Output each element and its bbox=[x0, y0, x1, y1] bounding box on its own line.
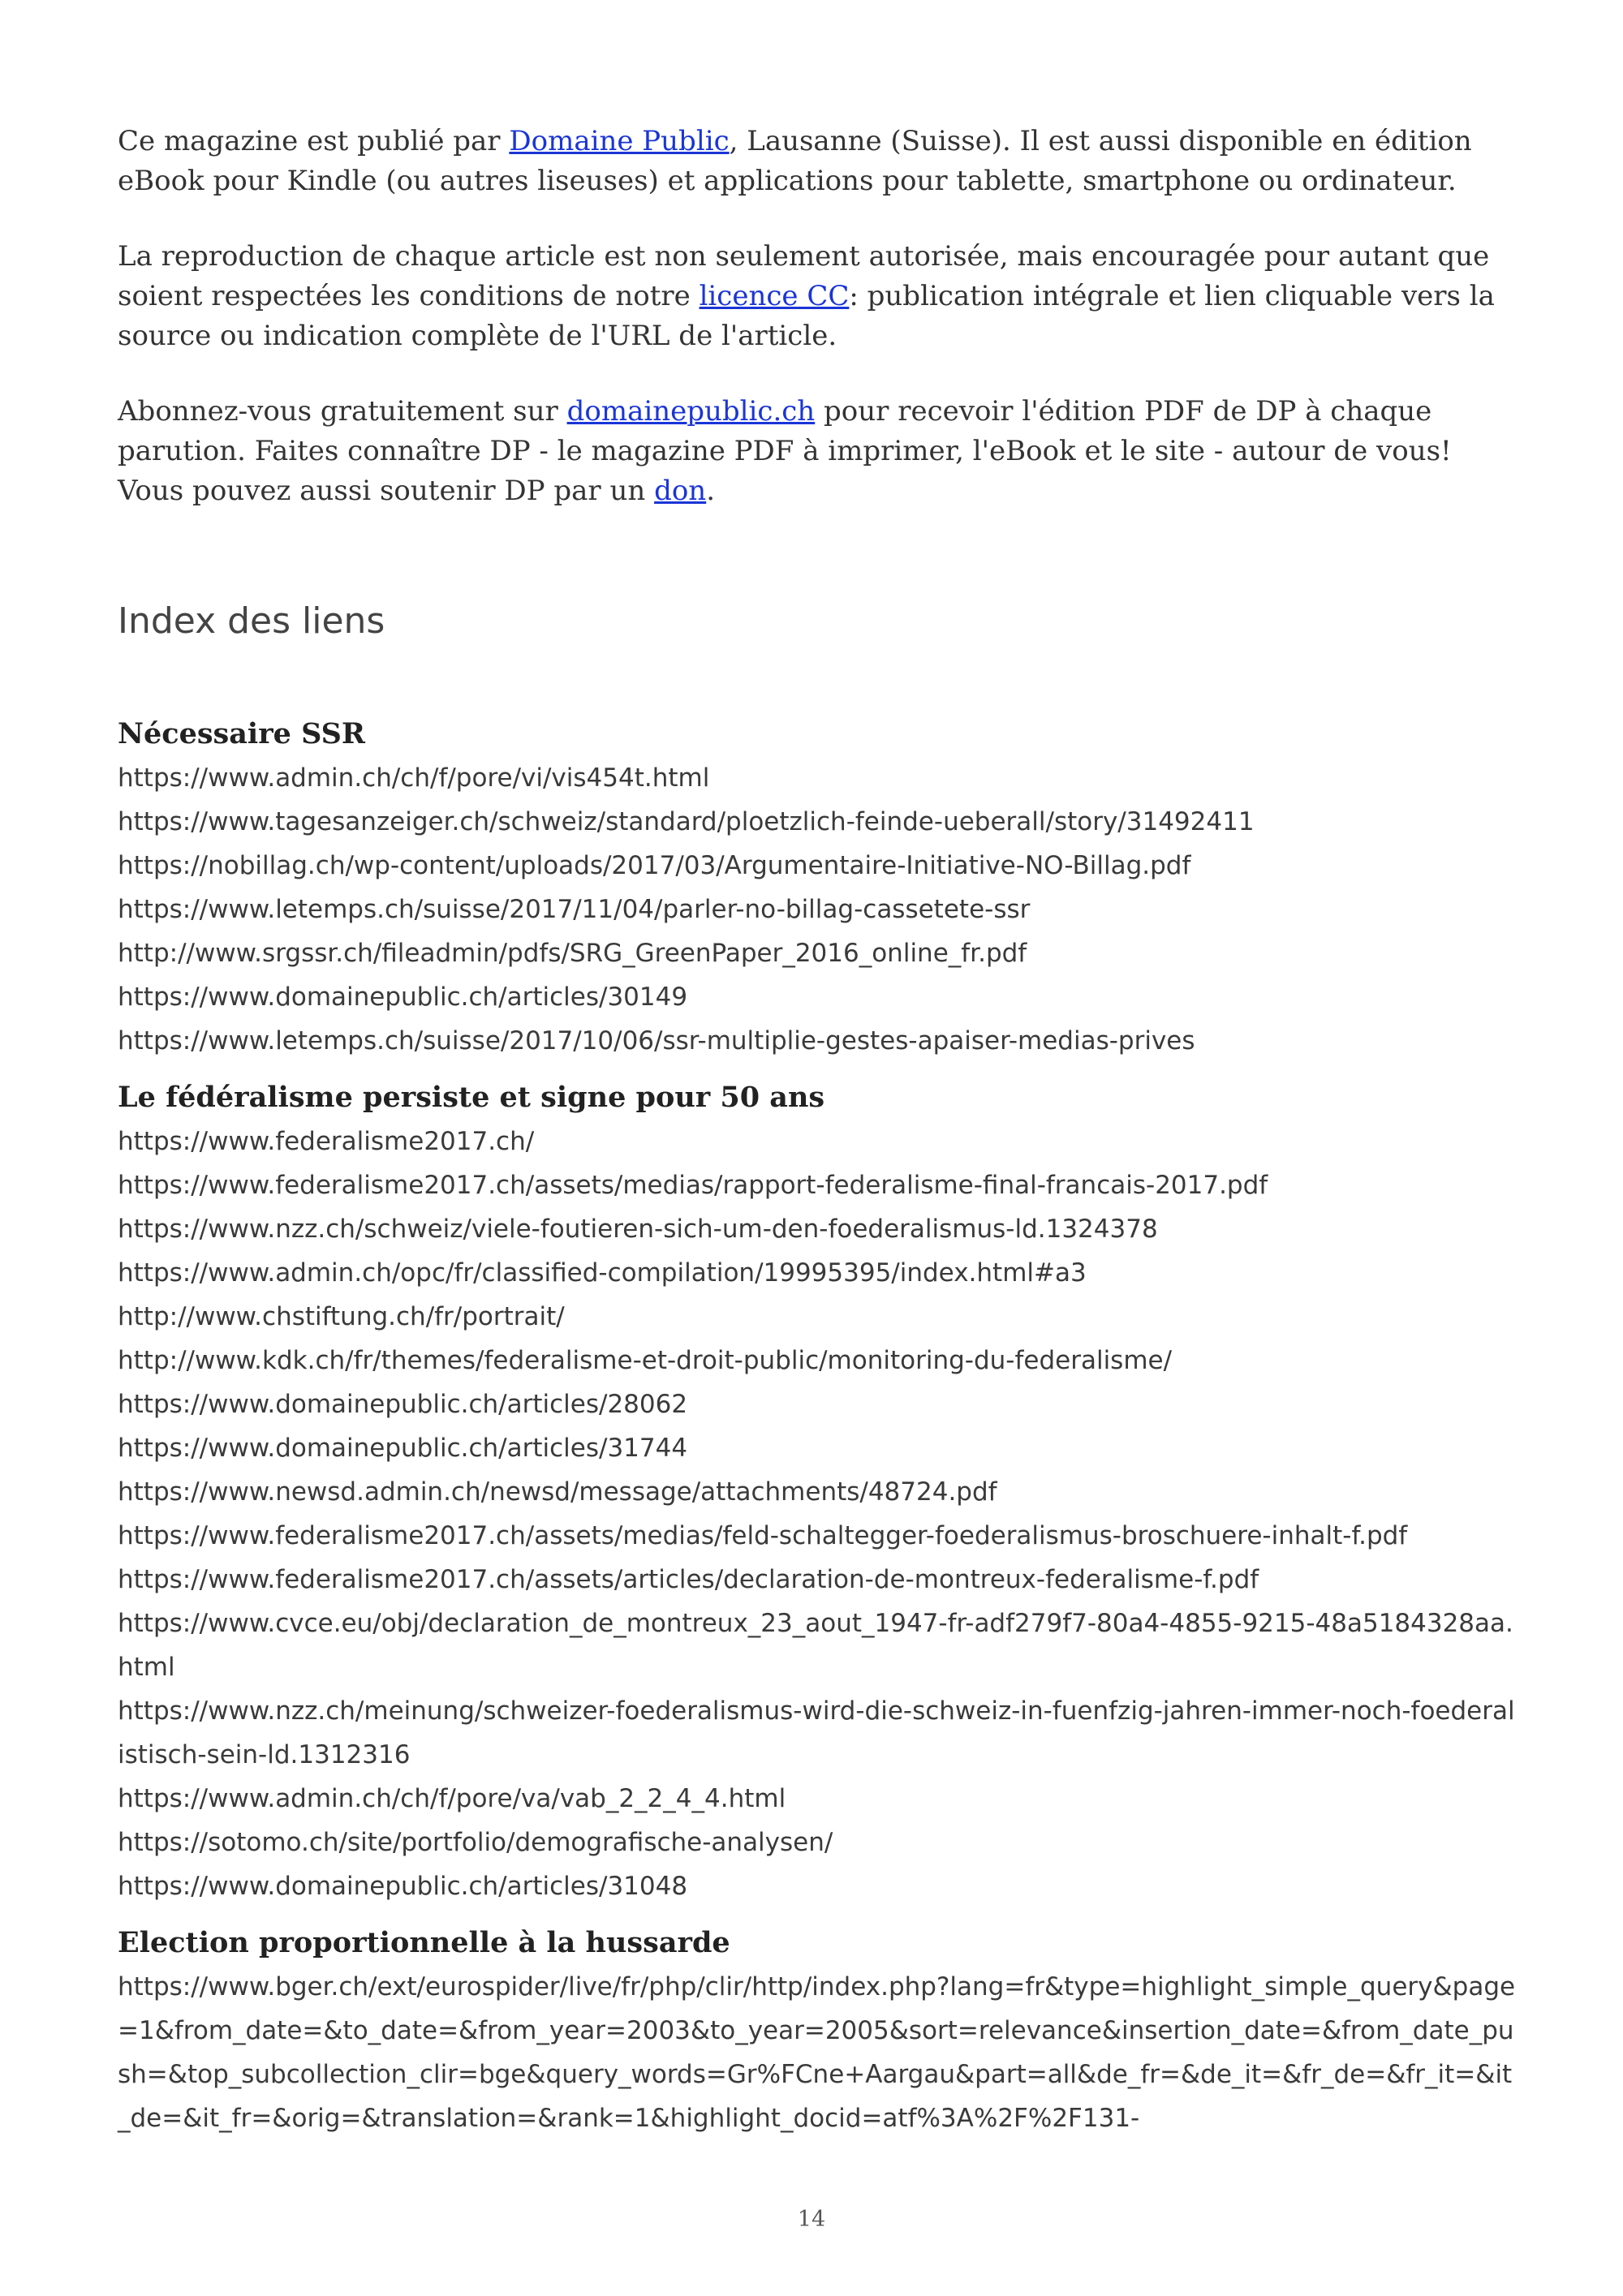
page-number: 14 bbox=[797, 2207, 826, 2232]
section-title: Election proportionnelle à la hussarde bbox=[118, 1926, 730, 1959]
url-list-item: https://www.federalisme2017.ch/assets/medias/feld-schaltegger-foederalismus-broschuere-inhalt-f.pdf bbox=[118, 1521, 1408, 1550]
section-link-list bbox=[118, 756, 1518, 1063]
section-link-list bbox=[118, 1120, 1518, 1908]
url-list-item: https://www.domainepublic.ch/articles/28062 bbox=[118, 1390, 688, 1419]
url-list-item: https://www.federalisme2017.ch/ bbox=[118, 1127, 535, 1156]
page-content bbox=[118, 122, 1518, 2153]
url-list-item: https://www.cvce.eu/obj/declaration_de_montreux_23_aout_1947-fr-adf279f7-80a4-4855-9215-48a5184328aa.html bbox=[118, 1609, 1513, 1682]
section-link-list bbox=[118, 1965, 1518, 2140]
intro-p3-text-middle: pour recevoir l'édition PDF de DP à chaque parution. Faites connaître DP - le magazine PDF à imprimer, l'eBook et le site - autour de vous! Vous pouvez aussi soutenir DP par un bbox=[118, 395, 1452, 507]
index-title: Index des liens bbox=[118, 600, 385, 642]
url-list-item: https://www.bger.ch/ext/eurospider/live/fr/php/clir/http/index.php?lang=fr&type=highlight_simple_query&page=1&from_date=&to_date=&from_year=2003&to_year=2005&sort=relevance&insertion_date=&from_date_push=&top_subcollection_clir=bge&query_words=Gr%FCne+Aargau&part=all&de_fr=&de_it=&fr_de=&fr_it=&it_de=&it_fr=&orig=&translation=&rank=1&highlight_docid=atf%3A%2F%2F131- bbox=[118, 1972, 1516, 2133]
intro-p3-text-before: Abonnez-vous gratuitement sur bbox=[118, 395, 567, 428]
url-list-item: http://www.kdk.ch/fr/themes/federalisme-et-droit-public/monitoring-du-federalisme/ bbox=[118, 1346, 1173, 1375]
intro-p3-text-after: . bbox=[706, 475, 716, 507]
intro-paragraph-subscribe bbox=[118, 392, 1518, 511]
url-list-item: https://www.domainepublic.ch/articles/31048 bbox=[118, 1872, 688, 1901]
index-section bbox=[118, 712, 1518, 1063]
url-list-item: https://www.nzz.ch/meinung/schweizer-foederalismus-wird-die-schweiz-in-fuenfzig-jahren-immer-noch-foederalistisch-sein-ld.1312316 bbox=[118, 1696, 1515, 1769]
domainepublic-site-link[interactable]: domainepublic.ch bbox=[566, 395, 816, 428]
domaine-public-link[interactable]: Domaine Public bbox=[509, 125, 730, 157]
section-title: Le fédéralisme persiste et signe pour 50 ans bbox=[118, 1081, 825, 1114]
url-list-item: https://www.domainepublic.ch/articles/30149 bbox=[118, 982, 688, 1012]
intro-paragraph-license bbox=[118, 237, 1518, 356]
section-title: Nécessaire SSR bbox=[118, 717, 365, 750]
intro-p1-text-before: Ce magazine est publié par bbox=[118, 125, 510, 157]
intro-p1-text-after: , Lausanne (Suisse). Il est aussi disponible en édition eBook pour Kindle (ou autres liseuses) et applications pour tablette, smartphone ou ordinateur. bbox=[118, 125, 1472, 197]
url-list-item: https://www.letemps.ch/suisse/2017/11/04/parler-no-billag-cassetete-ssr bbox=[118, 895, 1031, 924]
url-list-item: https://www.federalisme2017.ch/assets/medias/rapport-federalisme-final-francais-2017.pdf bbox=[118, 1171, 1268, 1200]
url-list-item: https://www.nzz.ch/schweiz/viele-foutieren-sich-um-den-foederalismus-ld.1324378 bbox=[118, 1215, 1158, 1244]
url-list-item: https://sotomo.ch/site/portfolio/demografische-analysen/ bbox=[118, 1828, 833, 1857]
index-section bbox=[118, 1921, 1518, 2140]
url-list-item: https://nobillag.ch/wp-content/uploads/2017/03/Argumentaire-Initiative-NO-Billag.pdf bbox=[118, 851, 1191, 880]
donation-link[interactable]: don bbox=[654, 475, 707, 507]
index-sections bbox=[118, 712, 1518, 2140]
index-section bbox=[118, 1076, 1518, 1908]
intro-p2-text-before: La reproduction de chaque article est non seulement autorisée, mais encouragée pour autant que soient respectées les conditions de notre bbox=[118, 240, 1490, 312]
intro-paragraph-publisher bbox=[118, 122, 1518, 201]
url-list-item: https://www.letemps.ch/suisse/2017/10/06/ssr-multiplie-gestes-apaiser-medias-prives bbox=[118, 1026, 1195, 1056]
url-list-item: https://www.admin.ch/ch/f/pore/vi/vis454t.html bbox=[118, 763, 710, 793]
url-list-item: http://www.srgssr.ch/fileadmin/pdfs/SRG_GreenPaper_2016_online_fr.pdf bbox=[118, 939, 1027, 968]
url-list-item: https://www.admin.ch/opc/fr/classified-compilation/19995395/index.html#a3 bbox=[118, 1258, 1087, 1288]
url-list-item: http://www.chstiftung.ch/fr/portrait/ bbox=[118, 1302, 565, 1331]
url-list-item: https://www.newsd.admin.ch/newsd/message/attachments/48724.pdf bbox=[118, 1477, 997, 1507]
url-list-item: https://www.domainepublic.ch/articles/31744 bbox=[118, 1434, 688, 1463]
licence-cc-link[interactable]: licence CC bbox=[699, 280, 850, 312]
url-list-item: https://www.federalisme2017.ch/assets/articles/declaration-de-montreux-federalisme-f.pdf bbox=[118, 1565, 1259, 1594]
url-list-item: https://www.tagesanzeiger.ch/schweiz/standard/ploetzlich-feinde-ueberall/story/31492411 bbox=[118, 807, 1255, 836]
intro-p2-text-after: : publication intégrale et lien cliquable vers la source ou indication complète de l'URL de l'article. bbox=[118, 280, 1495, 352]
url-list-item: https://www.admin.ch/ch/f/pore/va/vab_2_2_4_4.html bbox=[118, 1784, 786, 1813]
